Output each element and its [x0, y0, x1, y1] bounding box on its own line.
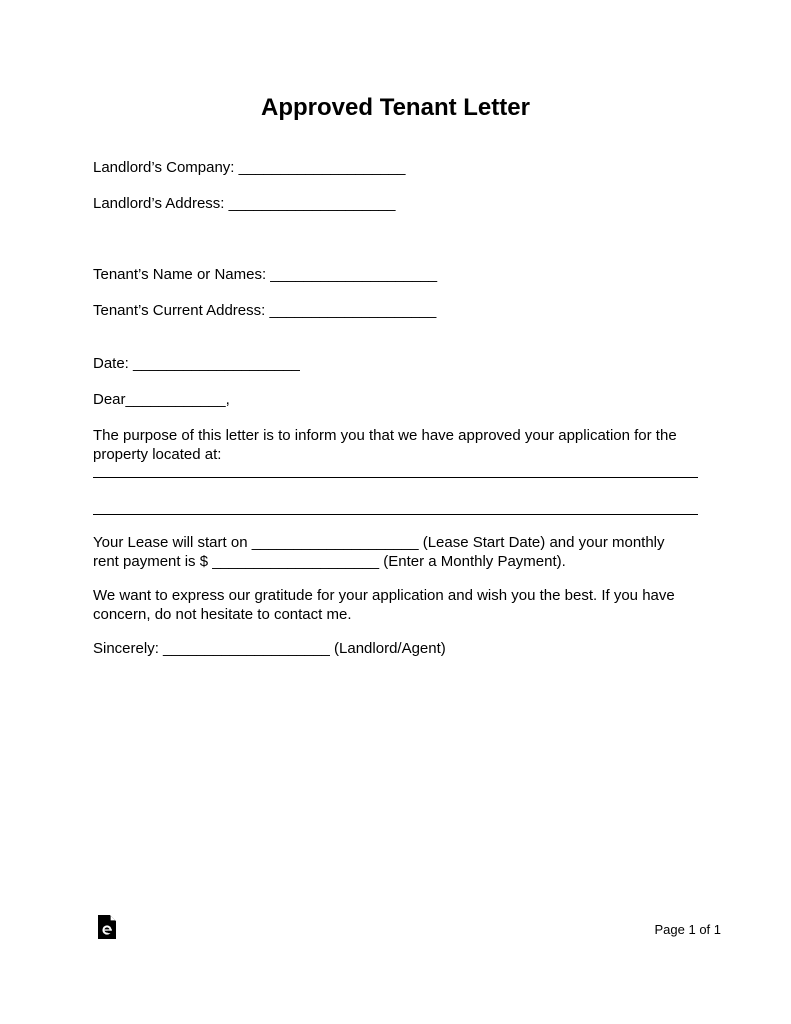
- landlord-company-field: Landlord’s Company: ____________________: [93, 159, 406, 176]
- property-address-line-1: [93, 477, 698, 478]
- tenant-names-field: Tenant’s Name or Names: ____________________: [93, 266, 438, 283]
- eforms-logo-icon: [97, 914, 117, 940]
- lease-paragraph: [93, 534, 703, 571]
- lease-line-2: rent payment is $ ____________________ (Enter a Monthly Payment).: [93, 552, 566, 570]
- tenant-address-field: Tenant’s Current Address: ____________________: [93, 302, 437, 319]
- purpose-line-1: The purpose of this letter is to inform you that we have approved your application for the: [93, 427, 677, 444]
- page-number: Page 1 of 1: [654, 922, 721, 937]
- gratitude-line-1: We want to express our gratitude for your application and wish you the best. If you have: [93, 587, 675, 604]
- closing-signature-field: Sincerely: ____________________ (Landlord/Agent): [93, 640, 446, 657]
- lease-line-1: Your Lease will start on ____________________ (Lease Start Date) and your monthly: [93, 534, 665, 551]
- date-field: Date: ____________________: [93, 355, 300, 372]
- gratitude-paragraph: [93, 587, 703, 624]
- property-address-line-2: [93, 514, 698, 515]
- gratitude-line-2: concern, do not hesitate to contact me.: [93, 605, 352, 623]
- document-title: Approved Tenant Letter: [261, 94, 530, 121]
- purpose-line-2: property located at:: [93, 445, 222, 463]
- purpose-paragraph: [93, 427, 703, 464]
- salutation-field: Dear____________,: [93, 391, 230, 408]
- landlord-address-field: Landlord’s Address: ____________________: [93, 195, 396, 212]
